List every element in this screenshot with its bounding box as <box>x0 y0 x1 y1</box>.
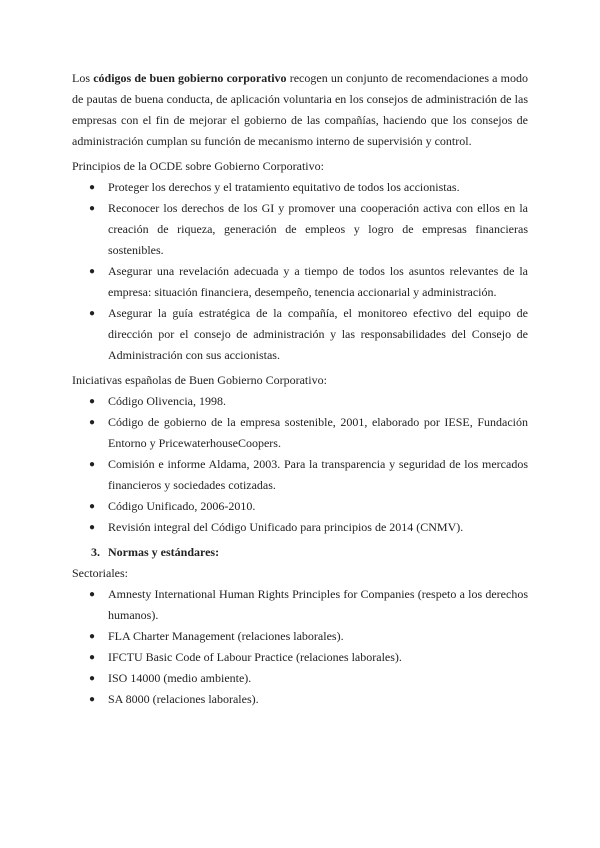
list-item: ● Comisión e informe Aldama, 2003. Para la transparencia y seguridad de los mercados financieros y sociedades cotizadas. <box>72 454 528 496</box>
list-item: ● Revisión integral del Código Unificado para principios de 2014 (CNMV). <box>72 517 528 538</box>
bullet-icon: ● <box>89 182 96 193</box>
section-number: 3. <box>91 545 100 559</box>
bullet-icon: ● <box>89 589 96 600</box>
intro-rest: recogen un conjunto de recomendaciones a modo de pautas de buena conducta, de aplicación voluntaria en los consejos de administración de las empresas con el fin de mejorar el gobierno de las compañías, haciendo que los consejos de administración cumplan su función de mecanismo interno de supervisión y control. <box>72 71 529 148</box>
list-item: ● Amnesty International Human Rights Principles for Companies (respeto a los derechos humanos). <box>72 584 528 626</box>
bullet-icon: ● <box>89 203 96 214</box>
sectoral-title: Sectoriales: <box>72 566 128 580</box>
list-item: ● IFCTU Basic Code of Labour Practice (relaciones laborales). <box>72 647 528 668</box>
list-item: ● Código de gobierno de la empresa sostenible, 2001, elaborado por IESE, Fundación Entorno y PricewaterhouseCoopers. <box>72 412 528 454</box>
document-page <box>72 68 528 714</box>
bullet-icon: ● <box>89 266 96 277</box>
list-item: ● Código Olivencia, 1998. <box>72 391 528 412</box>
bullet-icon: ● <box>89 396 96 407</box>
spain-title: Iniciativas españolas de Buen Gobierno Corporativo: <box>72 373 327 387</box>
list-item: ● Reconocer los derechos de los GI y promover una cooperación activa con ellos en la creación de riqueza, generación de empleos y logro de empresas financieras sostenibles. <box>72 198 528 261</box>
list-item: ● Asegurar la guía estratégica de la compañía, el monitoreo efectivo del equipo de dirección por el consejo de administración y las responsabilidades del Consejo de Administración con sus accionistas. <box>72 303 528 366</box>
bullet-icon: ● <box>89 673 96 684</box>
list-item: ● Asegurar una revelación adecuada y a tiempo de todos los asuntos relevantes de la empresa: situación financiera, desempeño, tenencia accionarial y administración. <box>72 261 528 303</box>
bullet-icon: ● <box>89 631 96 642</box>
intro-bold-term: códigos de buen gobierno corporativo <box>93 71 287 85</box>
list-item: ● SA 8000 (relaciones laborales). <box>72 689 528 710</box>
bullet-icon: ● <box>89 522 96 533</box>
ocde-list <box>72 177 528 366</box>
bullet-icon: ● <box>89 501 96 512</box>
list-item: ● ISO 14000 (medio ambiente). <box>72 668 528 689</box>
list-item: ● Código Unificado, 2006-2010. <box>72 496 528 517</box>
ocde-title: Principios de la OCDE sobre Gobierno Corporativo: <box>72 159 324 173</box>
sectoral-list <box>72 584 528 710</box>
bullet-icon: ● <box>89 417 96 428</box>
intro-paragraph <box>72 68 528 152</box>
bullet-icon: ● <box>89 652 96 663</box>
section-3-heading <box>72 542 528 563</box>
list-item: ● FLA Charter Management (relaciones laborales). <box>72 626 528 647</box>
bullet-icon: ● <box>89 308 96 319</box>
bullet-icon: ● <box>89 694 96 705</box>
intro-lead: Los <box>72 71 94 85</box>
bullet-icon: ● <box>89 459 96 470</box>
list-item: ● Proteger los derechos y el tratamiento equitativo de todos los accionistas. <box>72 177 528 198</box>
spain-list <box>72 391 528 538</box>
section-title: Normas y estándares: <box>108 545 220 559</box>
